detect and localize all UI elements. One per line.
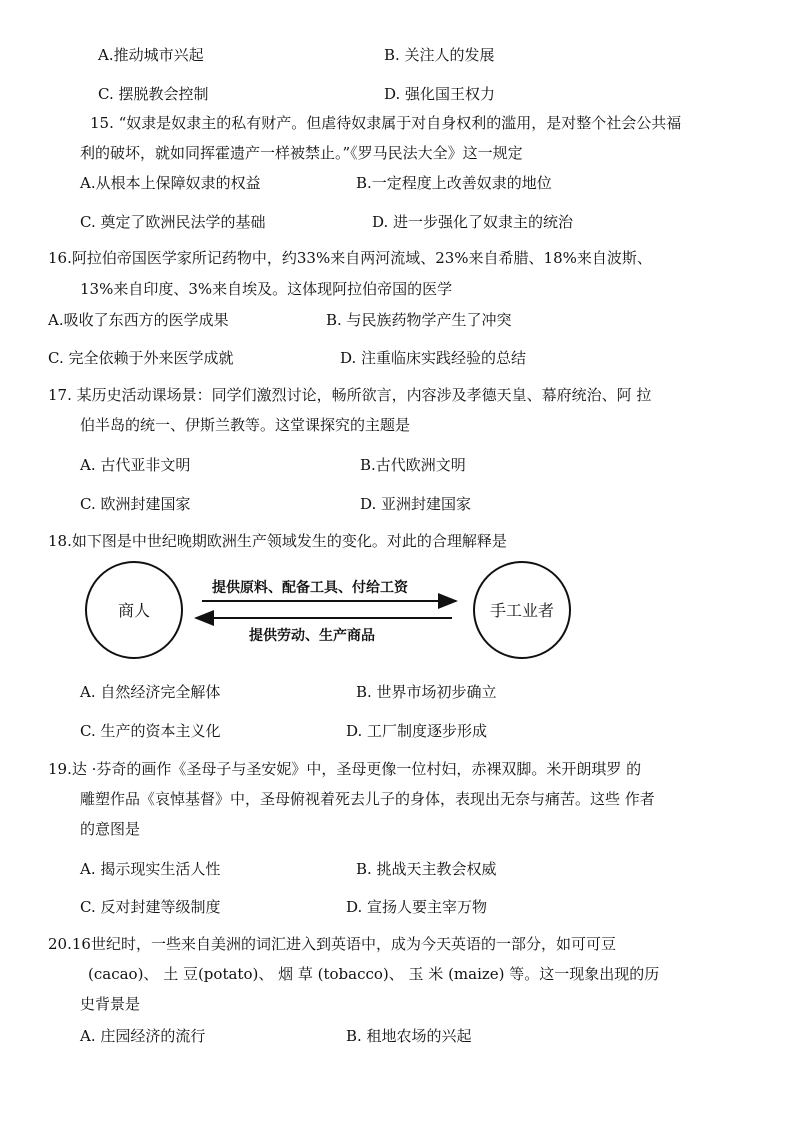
q16-stem-line-1: 16.阿拉伯帝国医学家所记药物中，约33%来自两河流域、23%来自希腊、18%来自波斯、 [48,249,652,267]
q15-option-c: C. 奠定了欧洲民法学的基础 [80,213,266,231]
q19-option-b: B. 挑战天主教会权威 [356,860,497,878]
q15-option-d: D. 进一步强化了奴隶主的统治 [372,213,574,231]
q17-stem-line-1: 17. 某历史活动课场景：同学们激烈讨论，畅所欲言，内容涉及孝德天皇、幕府统治、阿 拉 [48,386,652,404]
q14-option-d: D. 强化国王权力 [384,85,496,103]
q19-stem-line-1: 19.达 ·芬奇的画作《圣母子与圣安妮》中，圣母更像一位村妇，赤裸双脚。米开朗琪罗 的 [48,760,642,778]
q18-stem-line-1: 18.如下图是中世纪晚期欧洲生产领域发生的变化。对此的合理解释是 [48,532,507,550]
q18-option-b: B. 世界市场初步确立 [356,683,497,701]
q15-stem-line-1: 15. “奴隶是奴隶主的私有财产。但虐待奴隶属于对自身权利的滥用，是对整个社会公共福 [90,114,682,132]
q16-option-c: C. 完全依赖于外来医学成就 [48,349,234,367]
q15-stem-line-2: 利的破坏，就如同挥霍遗产一样被禁止。”《罗马民法大全》这一规定 [80,144,523,162]
q19-option-c: C. 反对封建等级制度 [80,898,221,916]
q20-stem-line-3: 史背景是 [80,995,141,1013]
top-arrow-label: 提供原料、配备工具、付给工资 [212,580,408,596]
q17-stem-line-2: 伯半岛的统一、伊斯兰教等。这堂课探究的主题是 [80,416,411,434]
q14-option-a: A.推动城市兴起 [98,46,204,64]
q14-option-c: C. 摆脱教会控制 [98,85,209,103]
q20-option-a: A. 庄园经济的流行 [80,1027,206,1045]
q15-option-a: A.从根本上保障奴隶的权益 [80,174,261,192]
q18-option-a: A. 自然经济完全解体 [80,683,221,701]
q14-option-b: B. 关注人的发展 [384,46,495,64]
q20-stem-line-1: 20.16世纪时，一些来自美洲的词汇进入到英语中，成为今天英语的一部分，如可可豆 [48,935,616,953]
q20-option-b: B. 租地农场的兴起 [346,1027,472,1045]
q20-stem-line-2: (cacao)、 土 豆(potato)、 烟 草 (tobacco)、 玉 米 (maize) 等。这一现象出现的历 [88,965,660,983]
q18-option-d: D. 工厂制度逐步形成 [346,722,488,740]
bottom-arrow-label: 提供劳动、生产商品 [249,628,375,644]
merchant-label: 商人 [117,601,151,620]
q19-option-d: D. 宣扬人要主宰万物 [346,898,488,916]
q17-option-a: A. 古代亚非文明 [80,456,191,474]
q19-stem-line-2: 雕塑作品《哀悼基督》中，圣母俯视着死去儿子的身体，表现出无奈与痛苦。这些 作者 [80,790,655,808]
q19-option-a: A. 揭示现实生活人性 [80,860,221,878]
q17-option-c: C. 欧洲封建国家 [80,495,191,513]
q16-option-d: D. 注重临床实践经验的总结 [340,349,527,367]
q17-option-d: D. 亚洲封建国家 [360,495,472,513]
artisan-label: 手工业者 [489,601,555,620]
q16-stem-line-2: 13%来自印度、3%来自埃及。这体现阿拉伯帝国的医学 [80,280,453,298]
q17-option-b: B.古代欧洲文明 [360,456,466,474]
q18-option-c: C. 生产的资本主义化 [80,722,221,740]
q16-option-a: A.吸收了东西方的医学成果 [48,311,229,329]
q18-diagram [80,558,580,668]
q16-option-b: B. 与民族药物学产生了冲突 [326,311,512,329]
q19-stem-line-3: 的意图是 [80,820,141,838]
q15-option-b: B.一定程度上改善奴隶的地位 [356,174,552,192]
